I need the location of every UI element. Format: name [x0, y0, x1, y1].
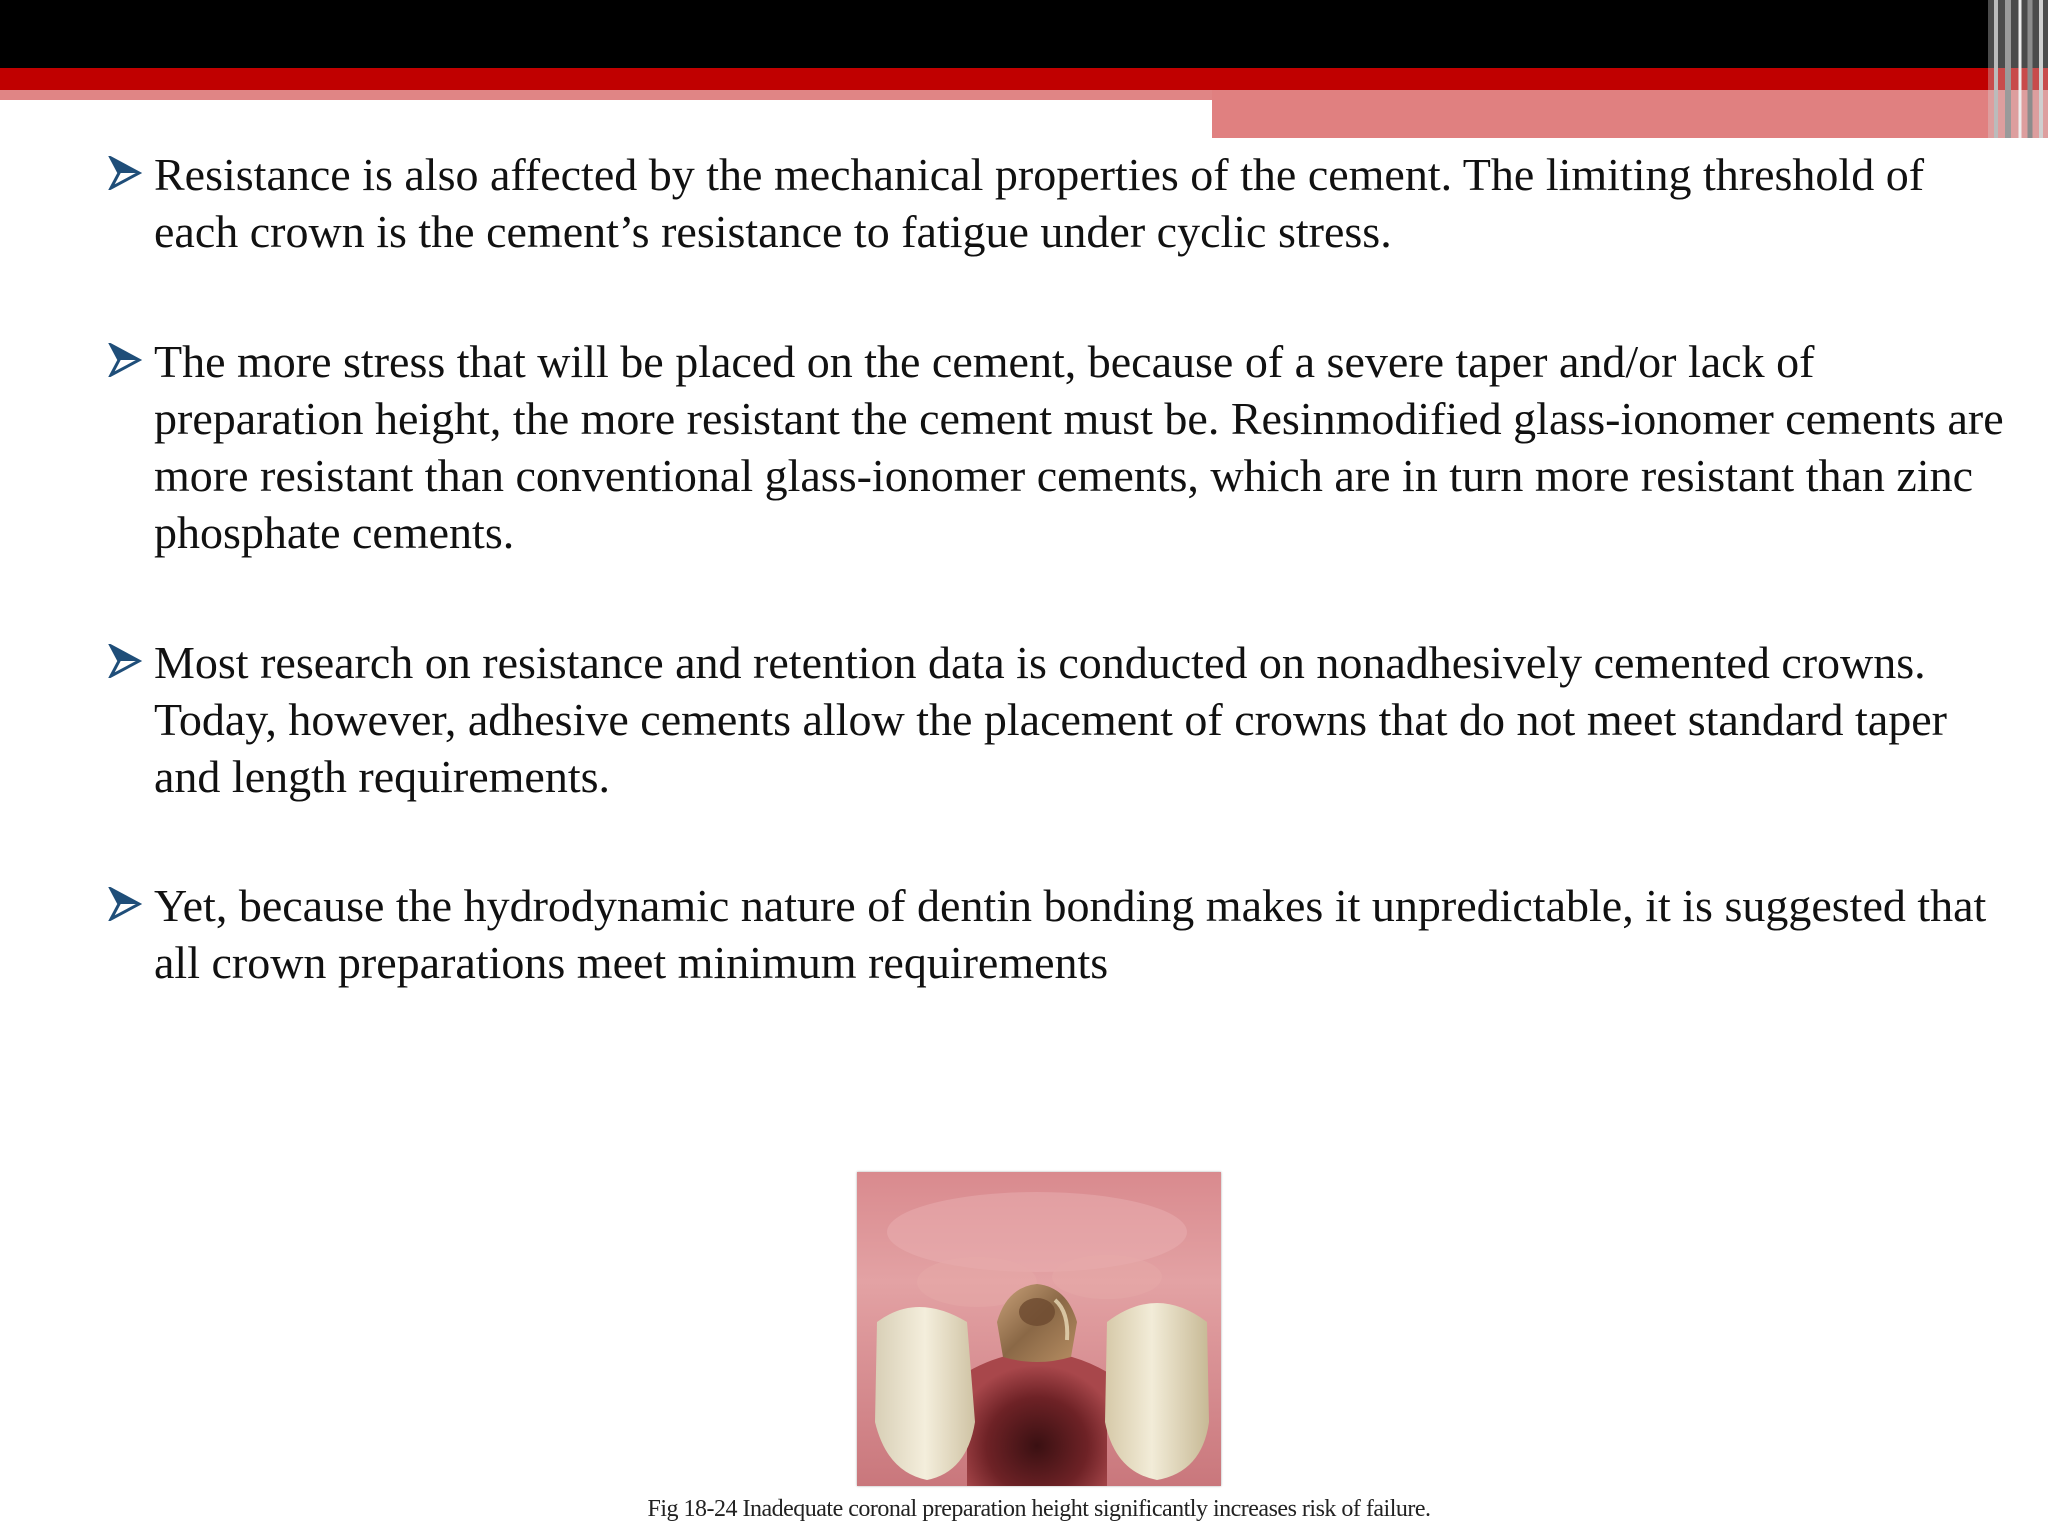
figure-caption: Fig 18-24 Inadequate coronal preparation height significantly increases risk of failure.: [647, 1496, 1431, 1522]
bullet-2: [96, 333, 2006, 561]
bullet-4: [96, 877, 2006, 991]
header-pink-block: [1212, 90, 2048, 138]
bullet-1: [96, 146, 2006, 260]
header-pink-strip: [0, 90, 1212, 100]
bullet-text: Yet, because the hydrodynamic nature of dentin bonding makes it unpredictable, it is suggested that all crown preparations meet minimum requirements: [154, 880, 1987, 988]
header-red-band: [0, 68, 2048, 90]
arrow-bullet-icon: [96, 156, 154, 190]
header-black-bar: [0, 0, 2048, 68]
arrow-bullet-icon: [96, 887, 154, 921]
arrow-bullet-icon: [96, 644, 154, 678]
bullet-text: The more stress that will be placed on the cement, because of a severe taper and/or lack of preparation height, the more resistant the cement must be. Resinmodified glass-ionomer cements are more resistant than conventional glass-ionomer cements, which are in turn more resistant than zinc phosphate cements.: [154, 336, 2004, 558]
bullet-text: Resistance is also affected by the mechanical properties of the cement. The limiting threshold of each crown is the cement’s resistance to fatigue under cyclic stress.: [154, 149, 1925, 257]
bullet-text: Most research on resistance and retention data is conducted on nonadhesively cemented crowns. Today, however, adhesive cements allow the placement of crowns that do not meet standard taper and length requirements.: [154, 637, 1947, 802]
bullet-3: [96, 634, 2006, 805]
header-edge-lines: [1988, 0, 2048, 138]
arrow-bullet-icon: [96, 343, 154, 377]
dental-photo: [857, 1172, 1221, 1486]
